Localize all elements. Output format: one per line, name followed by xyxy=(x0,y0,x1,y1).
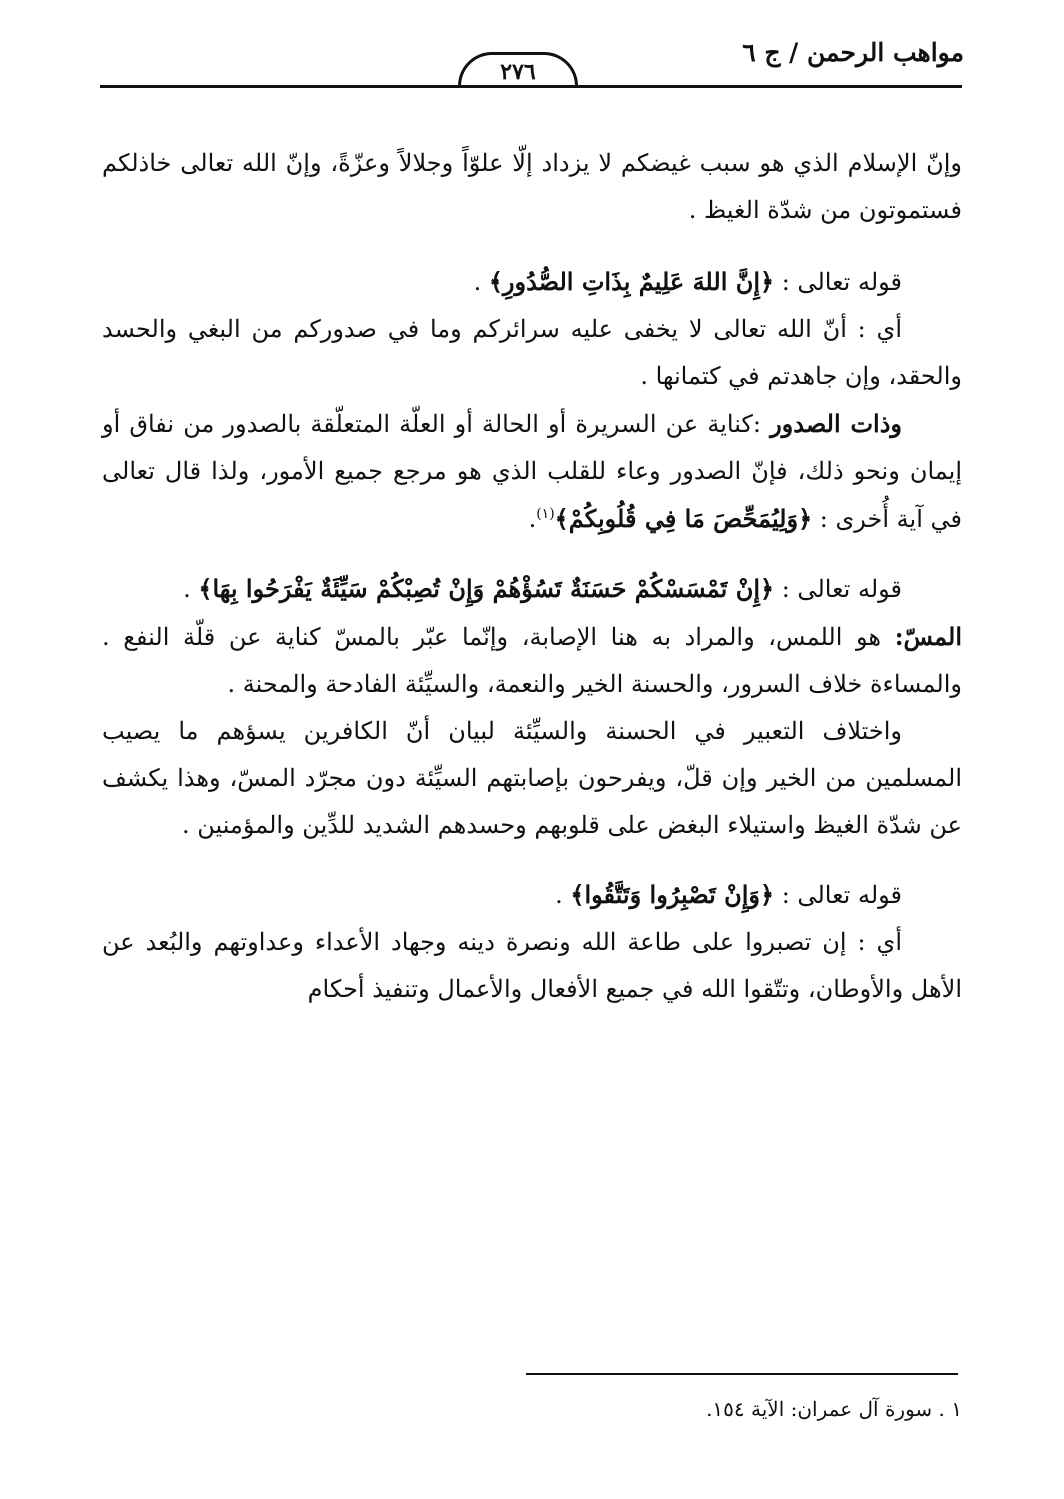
page-number: ٢٧٦ xyxy=(458,52,578,86)
paragraph-7: واختلاف التعبير في الحسنة والسيِّئة لبيان أنّ الكافرين يسؤهم ما يصيب المسلمين من الخير وإن قلّ، ويفرحون بإصابتهم السيِّئة دون مجرّد المسّ، وهذا يكشف عن شدّة الغيظ واستيلاء البغض على قلوبهم وحسدهم الشديد للدِّين والمؤمنين . xyxy=(102,717,962,839)
verse-intro: قوله تعالى : xyxy=(781,575,902,603)
defined-term: وذات الصدور xyxy=(770,409,902,438)
punctuation: . xyxy=(183,575,191,603)
header-rule xyxy=(100,85,962,88)
paragraph-4 xyxy=(102,400,962,543)
footnote-ref: (١) xyxy=(536,506,555,522)
punctuation: . xyxy=(473,268,482,296)
running-title: مواهب الرحمن / ج ٦ xyxy=(742,38,964,67)
paragraph-6 xyxy=(102,613,962,708)
footnote-rule xyxy=(526,1373,958,1375)
paragraph-3: أي : أنّ الله تعالى لا يخفى عليه سرائركم وما في صدوركم من البغي والحسد والحقد، وإن جاهدتم في كتمانها . xyxy=(102,315,962,390)
verse-intro: قوله تعالى : xyxy=(781,268,902,296)
paragraph-9: أي : إن تصبروا على طاعة الله ونصرة دينه وجهاد الأعداء وعداوتهم والبُعد عن الأهل والأوطان، وتتّقوا الله في جميع الأفعال والأعمال وتنفيذ أحكام xyxy=(102,928,962,1003)
paragraph-5 xyxy=(102,565,962,613)
paragraph-8 xyxy=(102,871,962,919)
punctuation: . xyxy=(528,505,537,533)
footnote-1: ١ . سورة آل عمران: الآية ١٥٤. xyxy=(706,1397,962,1421)
punctuation: . xyxy=(555,881,563,909)
quran-verse: ﴿وَلِيُمَحِّصَ مَا فِي قُلُوبِكُمْ﴾ xyxy=(554,504,813,533)
paragraph-1: وإنّ الإسلام الذي هو سبب غيضكم لا يزداد إلّا علوّاً وجلالاً وعزّةً، وإنّ الله تعالى خاذلكم فستموتون من شدّة الغيظ . xyxy=(102,149,963,224)
paragraph-2 xyxy=(102,258,962,306)
quran-verse: ﴿إِنْ تَمْسَسْكُمْ حَسَنَةٌ تَسُؤْهُمْ وَإِنْ تُصِبْكُمْ سَيِّئَةٌ يَفْرَحُوا بِهَا﴾ xyxy=(198,574,775,603)
quran-verse: ﴿وَإِنْ تَصْبِرُوا وَتَتَّقُوا﴾ xyxy=(570,880,775,909)
definition-text: :كناية عن السريرة أو الحالة أو العلّة المتعلّقة بالصدور من نفاق أو إيمان ونحو ذلك، فإنّ الصدور وعاء للقلب الذي هو مرجع جميع الأمور، ولذا قال تعالى في آية أُخرى : xyxy=(102,410,962,533)
body-text xyxy=(102,140,962,1013)
definition-text: هو اللمس، والمراد به هنا الإصابة، وإنّما عبّر بالمسّ كناية عن قلّة النفع . والمساءة خلاف السرور، والحسنة الخير والنعمة، والسيِّئة الفادحة والمحنة . xyxy=(102,623,962,698)
defined-term: المسّ: xyxy=(894,622,962,651)
quran-verse: ﴿إِنَّ اللهَ عَلِيمٌ بِذَاتِ الصُّدُورِ﴾ xyxy=(488,267,775,296)
verse-intro: قوله تعالى : xyxy=(781,881,902,909)
